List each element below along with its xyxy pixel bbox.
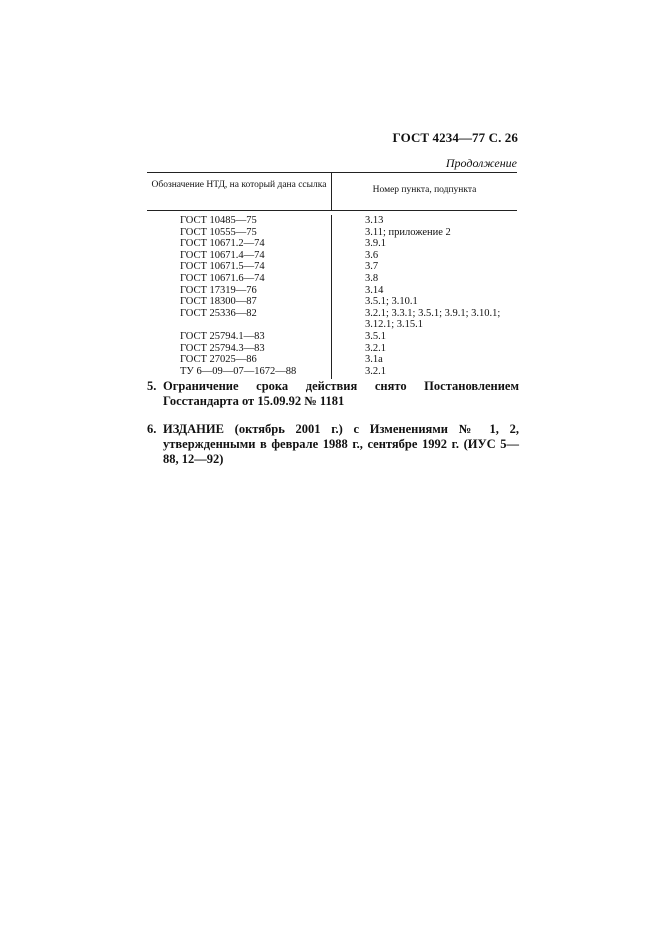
table-cell-document: ГОСТ 18300—87 xyxy=(180,296,257,308)
table-cell-document: ГОСТ 25794.1—83 xyxy=(180,330,265,342)
note-text: Ограничение срока действия снято Постановлением Госстандарта от 15.09.92 № 1181 xyxy=(163,379,519,408)
note-number: 5. xyxy=(147,379,157,393)
continuation-label: Продолжение xyxy=(445,156,517,170)
table-cell-clause: 3.13 xyxy=(365,215,384,226)
table-cell-document: ГОСТ 10671.5—74 xyxy=(180,261,265,273)
table-cell-clause: 3.2.1; 3.3.1; 3.5.1; 3.9.1; 3.10.1; 3.12.1; 3.15.1 xyxy=(365,307,501,331)
table-cell-document: ГОСТ 10671.4—74 xyxy=(180,249,265,261)
clause-column xyxy=(332,215,517,379)
table-cell-document: ГОСТ 25336—82 xyxy=(180,307,257,319)
references-table xyxy=(147,172,517,379)
table-cell-document: ГОСТ 17319—76 xyxy=(180,284,257,296)
table-cell-document: ГОСТ 10485—75 xyxy=(180,215,257,226)
table-cell-clause: 3.5.1; 3.10.1 xyxy=(365,296,418,308)
table-cell-clause: 3.5.1 xyxy=(365,330,386,342)
table-body xyxy=(147,211,517,379)
table-cell-clause: 3.1а xyxy=(365,354,383,366)
note-item-5 xyxy=(147,379,519,409)
table-cell-document: ГОСТ 10555—75 xyxy=(180,226,257,238)
document-column xyxy=(147,215,332,379)
table-header xyxy=(147,172,517,211)
table-cell-clause: 3.9.1 xyxy=(365,238,386,250)
table-cell-clause: 3.6 xyxy=(365,249,379,261)
note-item-6 xyxy=(147,422,519,467)
table-cell-clause: 3.8 xyxy=(365,272,379,284)
table-cell-document: ТУ 6—09—07—1672—88 xyxy=(180,365,297,377)
table-cell-clause: 3.7 xyxy=(365,261,379,273)
table-cell-clause: 3.14 xyxy=(365,284,384,296)
note-text: ИЗДАНИЕ (октябрь 2001 г.) с Изменениями № 1, 2, утвержденными в феврале 1988 г., сентябре 1992 г. (ИУС 5—88, 12—92) xyxy=(163,422,519,466)
table-cell-document: ГОСТ 10671.2—74 xyxy=(180,238,265,250)
column-header-document: Обозначение НТД, на который дана ссылка xyxy=(147,173,332,210)
table-cell-clause: 3.2.1 xyxy=(365,365,386,377)
table-cell-clause: 3.11; приложение 2 xyxy=(365,226,451,238)
page-title: ГОСТ 4234—77 С. 26 xyxy=(392,130,518,145)
table-cell-document: ГОСТ 27025—86 xyxy=(180,354,257,366)
table-cell-document: ГОСТ 25794.3—83 xyxy=(180,342,265,354)
column-header-clause: Номер пункта, подпункта xyxy=(372,185,477,195)
table-cell-clause: 3.2.1 xyxy=(365,342,386,354)
table-cell-document: ГОСТ 10671.6—74 xyxy=(180,272,265,284)
note-number: 6. xyxy=(147,422,157,436)
